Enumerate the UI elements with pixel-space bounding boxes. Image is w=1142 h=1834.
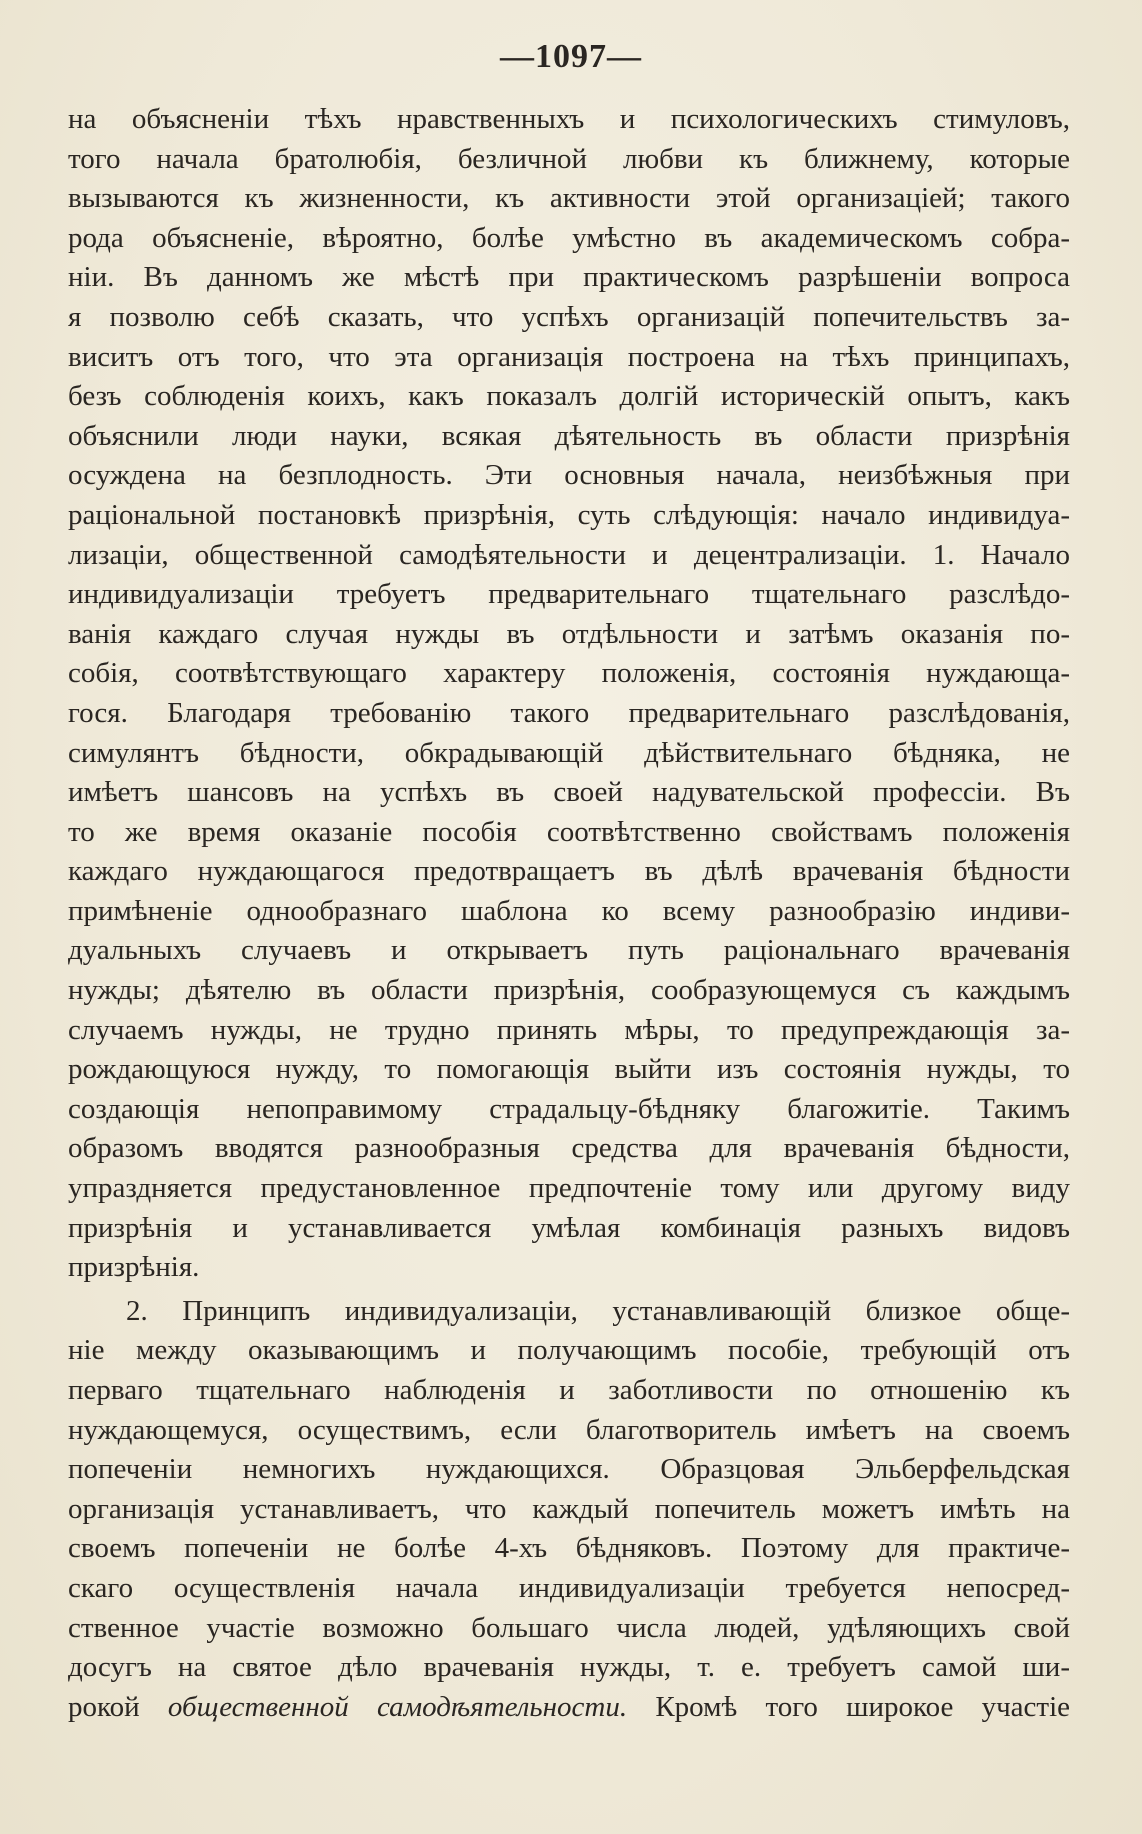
text-line: имѣетъ шансовъ на успѣхъ въ своей надувательской профессіи. Въ: [68, 776, 1070, 809]
text-line: своемъ попеченіи не болѣе 4-хъ бѣдняковъ. Поэтому для практиче-: [68, 1532, 1070, 1565]
text-line: примѣненіе однообразнаго шаблона ко всему разнообразію индиви-: [68, 894, 1070, 927]
text-line: нуждающемуся, осуществимъ, если благотворитель имѣетъ на своемъ: [68, 1413, 1070, 1446]
text-line: индивидуализаціи требуетъ предварительнаго тщательнаго разслѣдо-: [68, 578, 1070, 611]
paragraph-2-last-line: [68, 1688, 1070, 1728]
text-line: виситъ отъ того, что эта организація построена на тѣхъ принципахъ,: [68, 340, 1070, 373]
text-line: на объясненіи тѣхъ нравственныхъ и психологическихъ стимуловъ,: [68, 103, 1070, 135]
text-line: скаго осуществленія начала индивидуализаціи требуется непосред-: [68, 1571, 1070, 1604]
text-line: осуждена на безплодность. Эти основныя начала, неизбѣжныя при: [68, 459, 1070, 492]
text-line: 2. Принципъ индивидуализаціи, устанавливающій близкое обще-: [126, 1294, 1070, 1327]
text-line: безъ соблюденія коихъ, какъ показалъ долгій историческій опытъ, какъ: [68, 380, 1070, 413]
text-line: создающія непоправимому страдальцу-бѣдняку благожитіе. Такимъ: [68, 1092, 1070, 1125]
text-line: случаемъ нужды, не трудно принять мѣры, то предупреждающія за-: [68, 1013, 1070, 1046]
text-line: объяснили люди науки, всякая дѣятельность въ области призрѣнія: [68, 419, 1070, 452]
text-line: организація устанавливаетъ, что каждый попечитель можетъ имѣть на: [68, 1492, 1070, 1525]
text-run: Кромѣ того широкое участіе: [627, 1690, 1070, 1723]
text-line: нужды; дѣятелю въ области призрѣнія, сообразующемуся съ каждымъ: [68, 974, 1070, 1007]
text-line: раціональной постановкѣ призрѣнія, суть слѣдующія: начало индивидуа-: [68, 498, 1070, 531]
paragraph-2: [68, 1292, 1070, 1688]
text-line: досугъ на святое дѣло врачеванія нужды, т. е. требуетъ самой ши-: [68, 1651, 1070, 1684]
text-line: каждаго нуждающагося предотвращаетъ въ дѣлѣ врачеванія бѣдности: [68, 855, 1070, 888]
text-line: собія, соотвѣтствующаго характеру положенія, состоянія нуждающа-: [68, 657, 1070, 690]
text-line: я позволю себѣ сказать, что успѣхъ организацій попечительствъ за-: [68, 300, 1070, 333]
body-text: [68, 100, 1070, 1727]
text-line: то же время оказаніе пособія соотвѣтственно свойствамъ положенія: [68, 815, 1070, 848]
text-line: лизаціи, общественной самодѣятельности и децентрализаціи. 1. Начало: [68, 538, 1070, 571]
text-line: призрѣнія.: [68, 1251, 200, 1284]
text-line: упраздняется предустановленное предпочтеніе тому или другому виду: [68, 1172, 1070, 1205]
text-line: рождающуюся нужду, то помогающія выйти изъ состоянія нужды, то: [68, 1053, 1070, 1086]
text-line: дуальныхъ случаевъ и открываетъ путь раціональнаго врачеванія: [68, 934, 1070, 967]
text-line: рода объясненіе, вѣроятно, болѣе умѣстно въ академическомъ собра-: [68, 221, 1070, 254]
text-line: попеченіи немногихъ нуждающихся. Образцовая Эльберфельдская: [68, 1453, 1070, 1486]
paragraph-1: [68, 100, 1070, 1288]
text-line: вызываются къ жизненности, къ активности этой организаціей; такого: [68, 182, 1070, 215]
text-line: ственное участіе возможно большаго числа людей, удѣляющихъ свой: [68, 1611, 1070, 1644]
text-line: симулянтъ бѣдности, обкрадывающій дѣйствительнаго бѣдняка, не: [68, 736, 1070, 769]
text-line: ніи. Въ данномъ же мѣстѣ при практическомъ разрѣшеніи вопроса: [68, 261, 1070, 294]
page-number: —1097—: [500, 38, 642, 75]
text-line: того начала братолюбія, безличной любви къ ближнему, которые: [68, 142, 1070, 175]
text-line: ванія каждаго случая нужды въ отдѣльности и затѣмъ оказанія по-: [68, 617, 1070, 650]
emphasis-text: общественной самодѣятельности.: [167, 1690, 628, 1723]
text-run: рокой: [68, 1690, 168, 1723]
text-line: призрѣнія и устанавливается умѣлая комбинація разныхъ видовъ: [68, 1211, 1070, 1244]
text-line: образомъ вводятся разнообразныя средства для врачеванія бѣдности,: [68, 1132, 1070, 1165]
text-line: перваго тщательнаго наблюденія и заботливости по отношенію къ: [68, 1374, 1070, 1406]
text-line: ніе между оказывающимъ и получающимъ пособіе, требующій отъ: [68, 1334, 1070, 1367]
text-line: гося. Благодаря требованію такого предварительнаго разслѣдованія,: [68, 696, 1070, 729]
